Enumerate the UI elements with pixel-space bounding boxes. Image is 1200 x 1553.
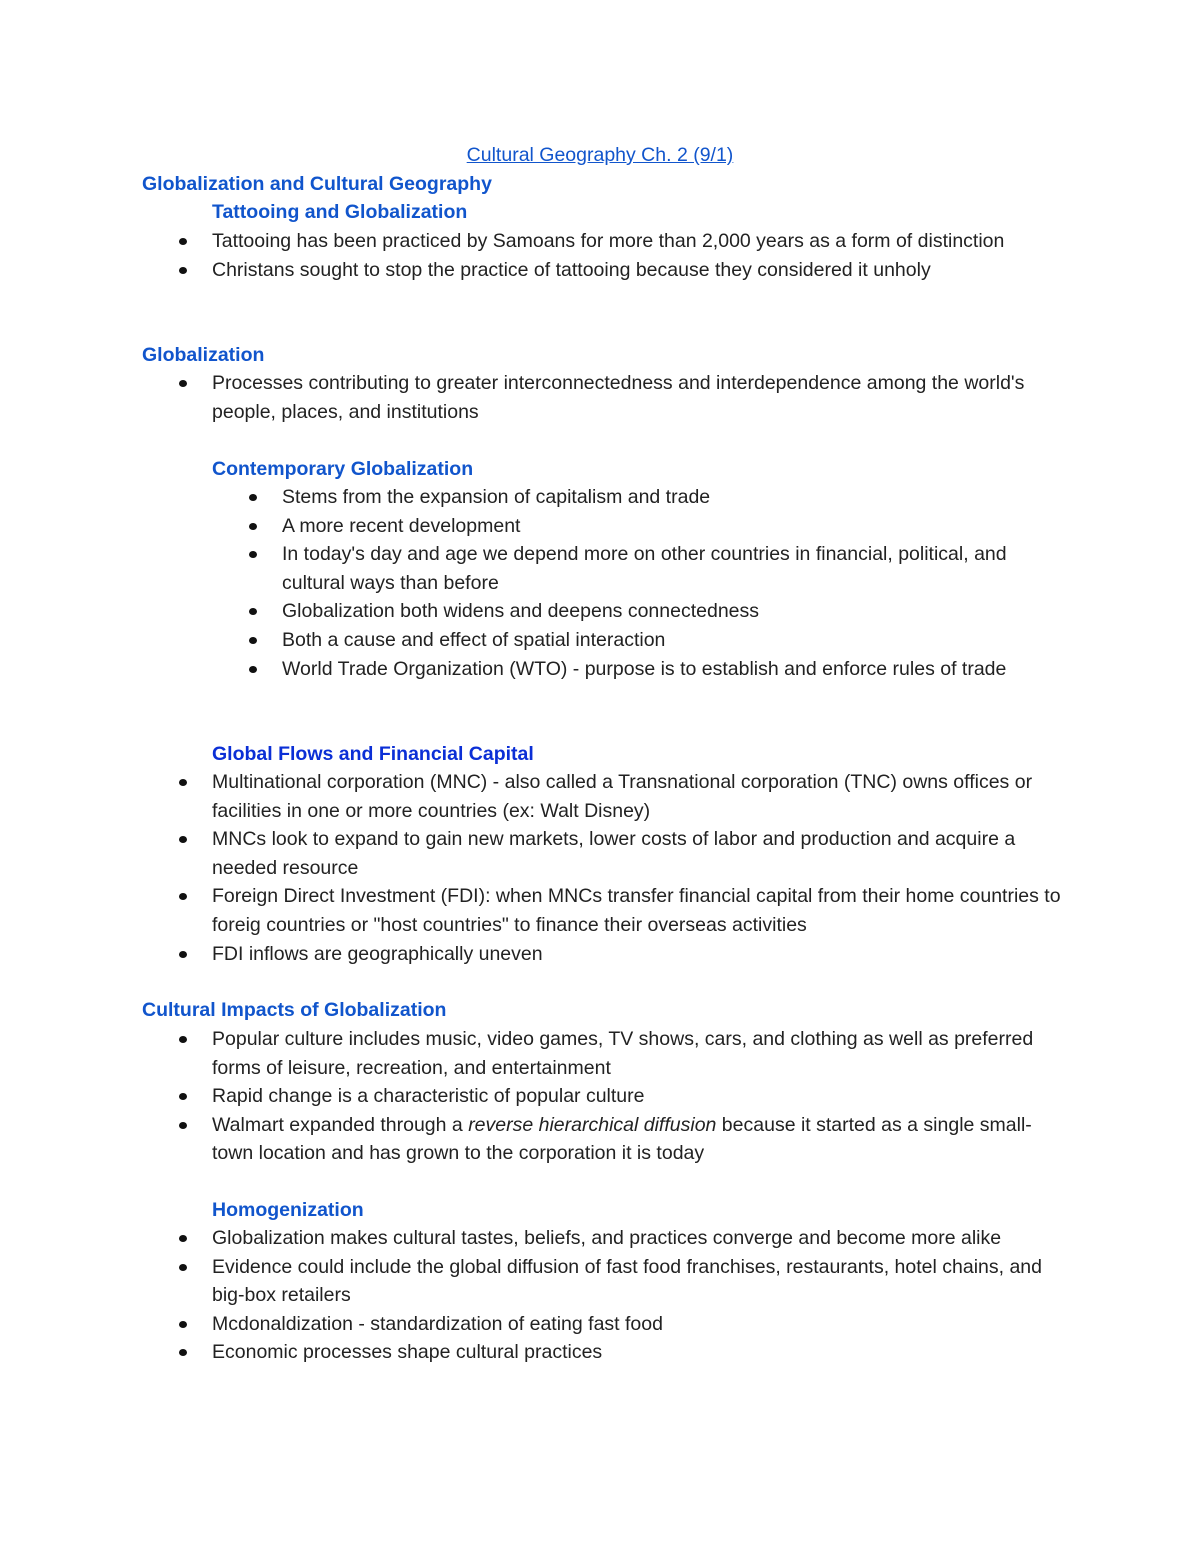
list-item: Foreign Direct Investment (FDI): when MNCs transfer financial capital from their home countries to foreig countries or "host countries" to finance their overseas activities (176, 882, 1066, 939)
list-item: FDI inflows are geographically uneven (176, 940, 1066, 969)
list-item: Tattooing has been practiced by Samoans for more than 2,000 years as a form of distinction (176, 227, 1066, 256)
global-flows-list (176, 768, 1066, 968)
list-item: World Trade Organization (WTO) - purpose is to establish and enforce rules of trade (246, 655, 1066, 684)
bullet-icon (179, 1264, 187, 1271)
bullet-icon (249, 608, 257, 615)
bullet-icon (179, 1093, 187, 1100)
subheading-tattooing-and-globalization: Tattooing and Globalization (212, 201, 468, 223)
homogenization-list (176, 1224, 1066, 1367)
list-item: MNCs look to expand to gain new markets, lower costs of labor and production and acquire a needed resource (176, 825, 1066, 882)
tattooing-list (176, 227, 1066, 284)
bullet-icon (179, 836, 187, 843)
list-item: Popular culture includes music, video games, TV shows, cars, and clothing as well as preferred forms of leisure, recreation, and entertainment (176, 1025, 1066, 1082)
list-item: Economic processes shape cultural practices (176, 1338, 1066, 1367)
bullet-icon (179, 1122, 187, 1129)
list-item: Rapid change is a characteristic of popular culture (176, 1082, 1066, 1111)
list-item: Christans sought to stop the practice of tattooing because they considered it unholy (176, 256, 1066, 285)
list-item: Walmart expanded through a reverse hierarchical diffusion because it started as a single small-town location and has grown to the corporation it is today (176, 1111, 1066, 1168)
bullet-icon (179, 951, 187, 958)
bullet-icon (179, 380, 187, 387)
heading-global-flows-and-financial-capital: Global Flows and Financial Capital (212, 743, 534, 765)
list-item: Both a cause and effect of spatial interaction (246, 626, 1066, 655)
heading-cultural-impacts-of-globalization: Cultural Impacts of Globalization (142, 999, 447, 1021)
bullet-icon (249, 523, 257, 530)
bullet-icon (249, 551, 257, 558)
heading-globalization: Globalization (142, 344, 265, 366)
bullet-icon (179, 1036, 187, 1043)
list-item: Globalization both widens and deepens connectedness (246, 597, 1066, 626)
heading-homogenization: Homogenization (212, 1199, 364, 1221)
list-item: In today's day and age we depend more on other countries in financial, political, and cultural ways than before (246, 540, 1066, 597)
bullet-icon (249, 494, 257, 501)
list-item: Stems from the expansion of capitalism and trade (246, 483, 1066, 512)
cultural-impacts-list (176, 1025, 1066, 1168)
list-item: Mcdonaldization - standardization of eating fast food (176, 1310, 1066, 1339)
bullet-icon (179, 1321, 187, 1328)
list-item: Evidence could include the global diffusion of fast food franchises, restaurants, hotel chains, and big-box retailers (176, 1253, 1066, 1310)
contemporary-globalization-list (246, 483, 1066, 683)
bullet-icon (249, 637, 257, 644)
bullet-icon (179, 779, 187, 786)
italic-term: reverse hierarchical diffusion (468, 1113, 717, 1136)
bullet-icon (179, 1349, 187, 1356)
list-item: Processes contributing to greater interconnectedness and interdependence among the world's people, places, and institutions (176, 369, 1066, 426)
list-item: Globalization makes cultural tastes, beliefs, and practices converge and become more alike (176, 1224, 1066, 1253)
bullet-icon (179, 1235, 187, 1242)
globalization-list (176, 369, 1066, 426)
document-title-link[interactable]: Cultural Geography Ch. 2 (9/1) (466, 144, 734, 166)
list-item: A more recent development (246, 512, 1066, 541)
list-item: Multinational corporation (MNC) - also called a Transnational corporation (TNC) owns offices or facilities in one or more countries (ex: Walt Disney) (176, 768, 1066, 825)
bullet-icon (179, 893, 187, 900)
bullet-icon (179, 238, 187, 245)
bullet-icon (179, 267, 187, 274)
subheading-contemporary-globalization: Contemporary Globalization (212, 458, 474, 480)
heading-globalization-and-cultural-geography: Globalization and Cultural Geography (142, 173, 492, 195)
bullet-icon (249, 666, 257, 673)
